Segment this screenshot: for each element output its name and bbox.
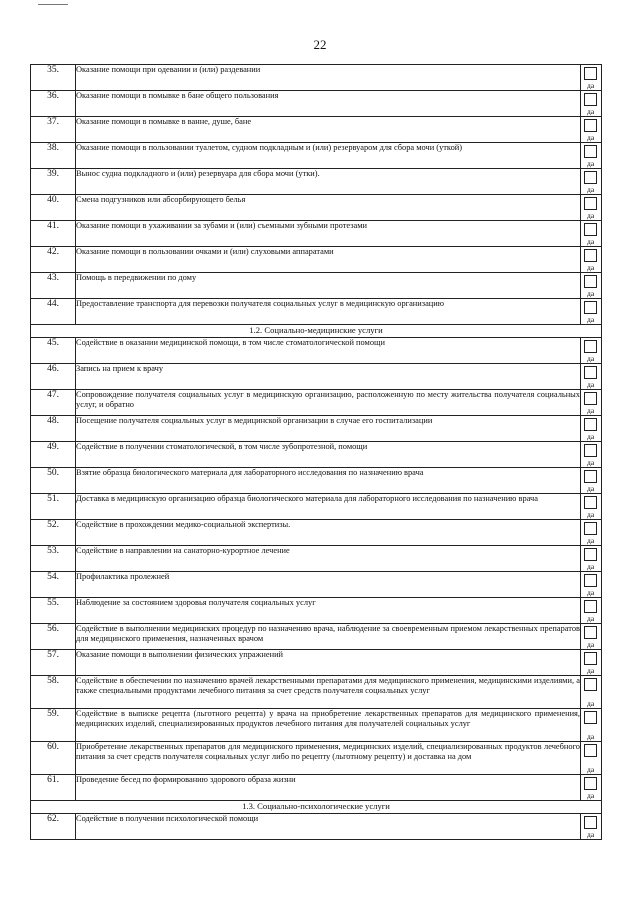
service-description: Оказание помощи в ухаживании за зубами и (или) съемными зубными протезами <box>76 221 581 247</box>
service-description: Профилактика пролежней <box>76 572 581 598</box>
yes-checkbox[interactable] <box>584 67 597 80</box>
service-description: Наблюдение за состоянием здоровья получателя социальных услуг <box>76 598 581 624</box>
table-row <box>31 624 602 650</box>
yes-label: да <box>587 588 595 597</box>
table-row <box>31 91 602 117</box>
row-number: 49. <box>31 442 76 468</box>
row-number: 36. <box>31 91 76 117</box>
table-row <box>31 117 602 143</box>
yes-checkbox[interactable] <box>584 626 597 639</box>
row-number: 54. <box>31 572 76 598</box>
table-row <box>31 742 602 775</box>
yes-label: да <box>587 791 595 800</box>
yes-label: да <box>587 107 595 116</box>
table-row <box>31 65 602 91</box>
row-number: 46. <box>31 364 76 390</box>
service-description: Содействие в получении стоматологической, в том числе зубопротезной, помощи <box>76 442 581 468</box>
table-row <box>31 468 602 494</box>
table-row <box>31 221 602 247</box>
yes-checkbox[interactable] <box>584 223 597 236</box>
checkbox-cell <box>581 598 602 624</box>
row-number: 57. <box>31 650 76 676</box>
row-number: 35. <box>31 65 76 91</box>
yes-checkbox[interactable] <box>584 340 597 353</box>
checkbox-cell <box>581 416 602 442</box>
checkbox-cell <box>581 117 602 143</box>
row-number: 53. <box>31 546 76 572</box>
service-description: Посещение получателя социальных услуг в медицинской организации в случае его госпитализации <box>76 416 581 442</box>
yes-checkbox[interactable] <box>584 171 597 184</box>
row-number: 41. <box>31 221 76 247</box>
yes-checkbox[interactable] <box>584 275 597 288</box>
service-description: Содействие в выполнении медицинских процедур по назначению врача, наблюдение за своевременным приемом лекарственных препаратов для медицинского применения, назначенных врачом <box>76 624 581 650</box>
yes-label: да <box>587 484 595 493</box>
yes-checkbox[interactable] <box>584 301 597 314</box>
yes-label: да <box>587 432 595 441</box>
table-row <box>31 775 602 801</box>
checkbox-cell <box>581 814 602 840</box>
service-description: Содействие в направлении на санаторно-курортное лечение <box>76 546 581 572</box>
yes-checkbox[interactable] <box>584 418 597 431</box>
section-title: 1.2. Социально-медицинские услуги <box>31 325 602 338</box>
service-description: Смена подгузников или абсорбирующего белья <box>76 195 581 221</box>
section-title: 1.3. Социально-психологические услуги <box>31 801 602 814</box>
checkbox-cell <box>581 65 602 91</box>
yes-checkbox[interactable] <box>584 600 597 613</box>
yes-checkbox[interactable] <box>584 522 597 535</box>
checkbox-cell <box>581 468 602 494</box>
row-number: 48. <box>31 416 76 442</box>
table-row <box>31 143 602 169</box>
row-number: 59. <box>31 709 76 742</box>
yes-label: да <box>587 406 595 415</box>
checkbox-cell <box>581 742 602 775</box>
service-description: Оказание помощи в помывке в ванне, душе, бане <box>76 117 581 143</box>
yes-label: да <box>587 81 595 90</box>
checkbox-cell <box>581 775 602 801</box>
checkbox-cell <box>581 624 602 650</box>
yes-label: да <box>587 666 595 675</box>
checkbox-cell <box>581 273 602 299</box>
yes-label: да <box>587 354 595 363</box>
yes-checkbox[interactable] <box>584 777 597 790</box>
checkbox-cell <box>581 221 602 247</box>
row-number: 55. <box>31 598 76 624</box>
yes-label: да <box>587 614 595 623</box>
yes-checkbox[interactable] <box>584 711 597 724</box>
table-row <box>31 546 602 572</box>
yes-checkbox[interactable] <box>584 249 597 262</box>
row-number: 62. <box>31 814 76 840</box>
section-header-row <box>31 325 602 338</box>
table-row <box>31 676 602 709</box>
services-table-body <box>31 65 602 840</box>
row-number: 56. <box>31 624 76 650</box>
row-number: 51. <box>31 494 76 520</box>
yes-checkbox[interactable] <box>584 678 597 691</box>
row-number: 43. <box>31 273 76 299</box>
table-row <box>31 814 602 840</box>
service-description: Проведение бесед по формированию здорового образа жизни <box>76 775 581 801</box>
checkbox-cell <box>581 650 602 676</box>
checkbox-cell <box>581 143 602 169</box>
service-description: Сопровождение получателя социальных услуг в медицинскую организацию, расположенную по месту жительства получателя социальных услуг, и обратно <box>76 390 581 416</box>
yes-checkbox[interactable] <box>584 145 597 158</box>
yes-checkbox[interactable] <box>584 366 597 379</box>
yes-label: да <box>587 380 595 389</box>
checkbox-cell <box>581 520 602 546</box>
table-row <box>31 195 602 221</box>
table-row <box>31 273 602 299</box>
service-description: Оказание помощи в выполнении физических упражнений <box>76 650 581 676</box>
service-description: Приобретение лекарственных препаратов для медицинского применения, медицинских изделий, специализированных продуктов лечебного питания за счет средств получателя социальных услуг либо по рецепту (льготному рецепту) и доставка на дом <box>76 742 581 775</box>
table-row <box>31 442 602 468</box>
yes-label: да <box>587 765 595 774</box>
service-description: Помощь в передвижении по дому <box>76 273 581 299</box>
table-row <box>31 598 602 624</box>
service-description: Содействие в оказании медицинской помощи, в том числе стоматологической помощи <box>76 338 581 364</box>
checkbox-cell <box>581 390 602 416</box>
row-number: 42. <box>31 247 76 273</box>
row-number: 39. <box>31 169 76 195</box>
checkbox-cell <box>581 169 602 195</box>
yes-checkbox[interactable] <box>584 444 597 457</box>
table-row <box>31 247 602 273</box>
table-row <box>31 416 602 442</box>
yes-label: да <box>587 699 595 708</box>
service-description: Оказание помощи в пользовании туалетом, судном подкладным и (или) резервуаром для сбора мочи (уткой) <box>76 143 581 169</box>
yes-checkbox[interactable] <box>584 574 597 587</box>
row-number: 58. <box>31 676 76 709</box>
checkbox-cell <box>581 572 602 598</box>
yes-checkbox[interactable] <box>584 392 597 405</box>
table-row <box>31 572 602 598</box>
service-description: Вынос судна подкладного и (или) резервуара для сбора мочи (утки). <box>76 169 581 195</box>
yes-label: да <box>587 510 595 519</box>
service-description: Оказание помощи в помывке в бане общего пользования <box>76 91 581 117</box>
yes-label: да <box>587 237 595 246</box>
checkbox-cell <box>581 676 602 709</box>
checkbox-cell <box>581 364 602 390</box>
yes-label: да <box>587 159 595 168</box>
yes-label: да <box>587 562 595 571</box>
row-number: 52. <box>31 520 76 546</box>
yes-checkbox[interactable] <box>584 816 597 829</box>
yes-checkbox[interactable] <box>584 548 597 561</box>
row-number: 61. <box>31 775 76 801</box>
row-number: 37. <box>31 117 76 143</box>
checkbox-cell <box>581 709 602 742</box>
row-number: 45. <box>31 338 76 364</box>
service-description: Оказание помощи в пользовании очками и (или) слуховыми аппаратами <box>76 247 581 273</box>
table-row <box>31 709 602 742</box>
service-description: Содействие в обеспечении по назначению врачей лекарственными препаратами для медицинского применения, медицинскими изделиями, а также специальными продуктами лечебного питания за счет средств получателя социальных услуг <box>76 676 581 709</box>
row-number: 38. <box>31 143 76 169</box>
yes-label: да <box>587 640 595 649</box>
yes-label: да <box>587 211 595 220</box>
yes-checkbox[interactable] <box>584 197 597 210</box>
service-description: Доставка в медицинскую организацию образца биологического материала для лабораторного исследования по назначению врача <box>76 494 581 520</box>
table-row <box>31 338 602 364</box>
table-row <box>31 520 602 546</box>
service-description: Содействие в прохождении медико-социальной экспертизы. <box>76 520 581 546</box>
page-number: 22 <box>313 37 327 52</box>
service-description: Содействие в выписке рецепта (льготного рецепта) у врача на приобретение лекарственных препаратов для медицинского применения, медицинских изделий, специализированных продуктов лечебного питания для получателей социальных услуг <box>76 709 581 742</box>
checkbox-cell <box>581 247 602 273</box>
yes-label: да <box>587 289 595 298</box>
yes-label: да <box>587 133 595 142</box>
row-number: 47. <box>31 390 76 416</box>
row-number: 50. <box>31 468 76 494</box>
checkbox-cell <box>581 91 602 117</box>
checkbox-cell <box>581 494 602 520</box>
service-description: Предоставление транспорта для перевозки получателя социальных услуг в медицинскую организацию <box>76 299 581 325</box>
yes-checkbox[interactable] <box>584 652 597 665</box>
row-number: 40. <box>31 195 76 221</box>
yes-label: да <box>587 830 595 839</box>
top-edge-mark <box>38 4 68 5</box>
table-row <box>31 169 602 195</box>
service-description: Взятие образца биологического материала для лабораторного исследования по назначению врача <box>76 468 581 494</box>
row-number: 44. <box>31 299 76 325</box>
yes-label: да <box>587 732 595 741</box>
row-number: 60. <box>31 742 76 775</box>
service-description: Оказание помощи при одевании и (или) раздевании <box>76 65 581 91</box>
yes-label: да <box>587 458 595 467</box>
checkbox-cell <box>581 546 602 572</box>
checkbox-cell <box>581 195 602 221</box>
yes-label: да <box>587 315 595 324</box>
yes-checkbox[interactable] <box>584 93 597 106</box>
table-row <box>31 494 602 520</box>
yes-checkbox[interactable] <box>584 119 597 132</box>
yes-checkbox[interactable] <box>584 744 597 757</box>
service-description: Запись на прием к врачу <box>76 364 581 390</box>
section-header-row <box>31 801 602 814</box>
table-row <box>31 299 602 325</box>
table-row <box>31 650 602 676</box>
checkbox-cell <box>581 338 602 364</box>
service-description: Содействие в получении психологической помощи <box>76 814 581 840</box>
services-table <box>30 64 602 840</box>
yes-label: да <box>587 263 595 272</box>
yes-checkbox[interactable] <box>584 470 597 483</box>
checkbox-cell <box>581 299 602 325</box>
table-row <box>31 390 602 416</box>
yes-label: да <box>587 536 595 545</box>
yes-checkbox[interactable] <box>584 496 597 509</box>
yes-label: да <box>587 185 595 194</box>
checkbox-cell <box>581 442 602 468</box>
table-row <box>31 364 602 390</box>
